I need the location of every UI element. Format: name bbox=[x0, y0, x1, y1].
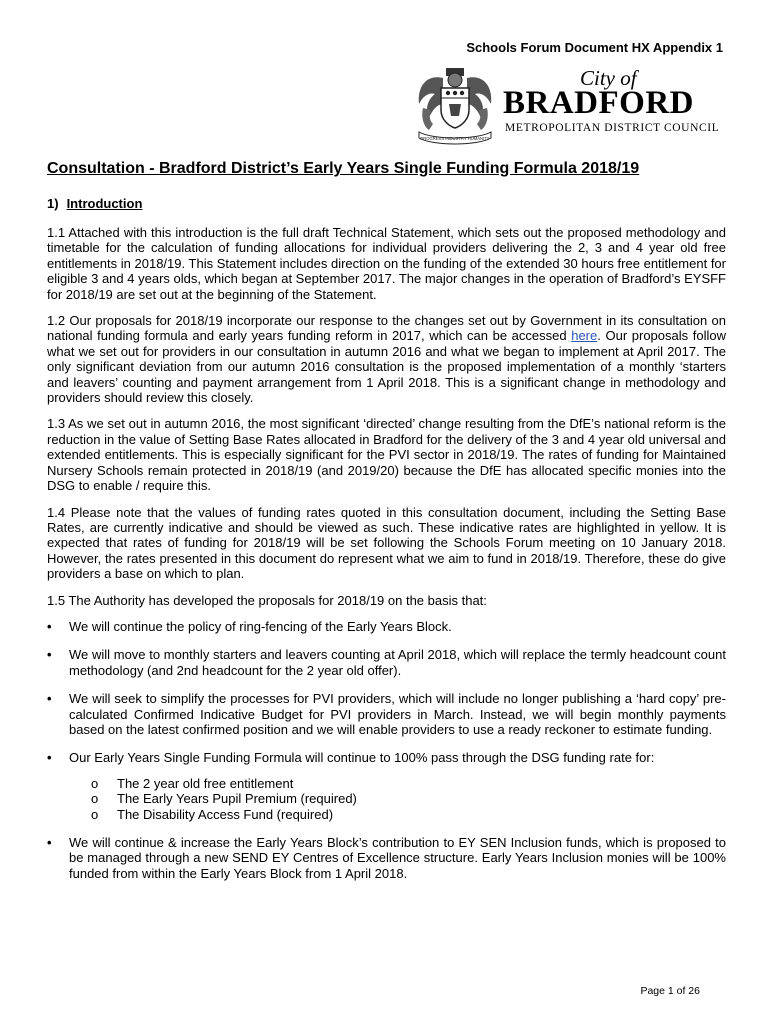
list-item bbox=[47, 647, 726, 678]
funding-sub-list bbox=[91, 776, 726, 822]
sub-list-item bbox=[91, 776, 726, 791]
paragraph-1-1: 1.1 Attached with this introduction is the full draft Technical Statement, which sets out the proposed methodology and timetable for the calculation of funding allocations for individual providers delivering the 2, 3 and 4 year old free entitlements in 2018/19. This Statement includes direction on the funding of the extended 30 hours free entitlement for eligible 3 and 4 years olds, which began at September 2017. The major changes in the operation of Bradford’s EYSFF for 2018/19 are set out at the beginning of the Statement. bbox=[47, 225, 726, 302]
list-item bbox=[47, 619, 726, 634]
paragraph-1-4: 1.4 Please note that the values of funding rates quoted in this consultation document, including the Setting Base Rates, are currently indicative and should be viewed as such. These indicative rates are highlighted in yellow. It is expected that rates of funding for 2018/19 will be set following the Schools Forum meeting on 10 January 2018. However, the rates presented in this document do represent what we aim to fund in 2018/19. Therefore, these do give providers a base on which to plan. bbox=[47, 504, 726, 582]
sub-list-item bbox=[91, 791, 726, 806]
sub-list-item-text: The 2 year old free entitlement bbox=[117, 775, 294, 791]
list-item bbox=[47, 691, 726, 737]
paragraph-1-2-text-a: 1.2 Our proposals for 2018/19 incorporate our response to the changes set out by Government in its consultation on national funding formula and early years funding reform in 2017, which can be accessed bbox=[47, 313, 726, 344]
bullet-icon: • bbox=[47, 750, 52, 766]
here-link[interactable]: here bbox=[571, 328, 598, 344]
circle-bullet-icon: o bbox=[91, 806, 99, 822]
proposal-list bbox=[47, 619, 726, 881]
bullet-icon: • bbox=[47, 835, 52, 850]
paragraph-1-2 bbox=[47, 313, 726, 405]
document-body bbox=[47, 160, 726, 894]
circle-bullet-icon: o bbox=[91, 791, 99, 807]
list-item-text: We will continue the policy of ring-fencing of the Early Years Block. bbox=[69, 618, 452, 634]
circle-bullet-icon: o bbox=[91, 775, 99, 791]
paragraph-1-3: 1.3 As we set out in autumn 2016, the most significant ‘directed’ change resulting from the DfE’s national reform is the reduction in the value of Setting Base Rates allocated in Bradford for the delivery of the 3 and 4 year old universal and extended entitlements. This is especially significant for the PVI sector in 2018/19. The rates of funding for Maintained Nursery Schools remain protected in 2018/19 (and 2019/20) because the DfE has allocated specific monies into the DSG to enable / require this. bbox=[47, 416, 726, 494]
motto-text: PROGRESS INDUSTRY HUMANITY bbox=[420, 136, 490, 141]
section-heading bbox=[47, 196, 726, 211]
page-number: Page 1 of 26 bbox=[640, 985, 700, 997]
logo-city-of: City of bbox=[580, 66, 637, 90]
logo-council: METROPOLITAN DISTRICT COUNCIL bbox=[505, 122, 720, 134]
list-item-text: We will move to monthly starters and leavers counting at April 2018, which will replace the termly headcount count methodology (and 2nd headcount for the 2 year old offer). bbox=[69, 647, 726, 678]
logo-bradford: BRADFORD bbox=[503, 85, 694, 121]
coat-of-arms-icon bbox=[413, 64, 497, 146]
list-item-text: We will seek to simplify the processes for PVI providers, which will include no longer publishing a ‘hard copy’ pre-calculated Confirmed Indicative Budget for PVI providers in March. Instead, we will begin monthly payments based on the latest confirmed position and we will enable providers to use a ready reckoner to estimate funding. bbox=[69, 691, 726, 737]
list-item-text: We will continue & increase the Early Years Block’s contribution to EY SEN Inclusion funds, which is proposed to be managed through a new SEND EY Centres of Excellence structure. Early Years Inclusion monies will be 100% funded from within the Early Years Block from 1 April 2018. bbox=[69, 835, 726, 881]
sub-list-item-text: The Disability Access Fund (required) bbox=[117, 806, 334, 822]
appendix-label: Schools Forum Document HX Appendix 1 bbox=[466, 40, 723, 55]
document-title: Consultation - Bradford District’s Early Years Single Funding Formula 2018/19 bbox=[47, 160, 640, 177]
sub-list-item bbox=[91, 807, 726, 822]
list-item-text: Our Early Years Single Funding Formula will continue to 100% pass through the DSG funding rate for: bbox=[69, 750, 655, 766]
section-number: 1) bbox=[47, 196, 59, 211]
sub-list-item-text: The Early Years Pupil Premium (required) bbox=[117, 791, 357, 807]
bullet-icon: • bbox=[47, 647, 52, 663]
bullet-icon: • bbox=[47, 618, 52, 634]
section-title: Introduction bbox=[66, 196, 143, 211]
list-item bbox=[47, 750, 726, 822]
bullet-icon: • bbox=[47, 691, 52, 707]
list-item bbox=[47, 835, 726, 881]
paragraph-1-5: 1.5 The Authority has developed the proposals for 2018/19 on the basis that: bbox=[47, 592, 487, 608]
paragraph-1-2-text-b: . Our proposals follow what we set out for providers in our consultation in autumn 2016 and what we began to implement at April 2017. The only significant deviation from our autumn 2016 consultation is the proposed implementation of a monthly ‘starters and leavers’ counting and payment arrangement from 1 April 2018. This is a significant change in methodology and providers should review this closely. bbox=[47, 328, 726, 406]
